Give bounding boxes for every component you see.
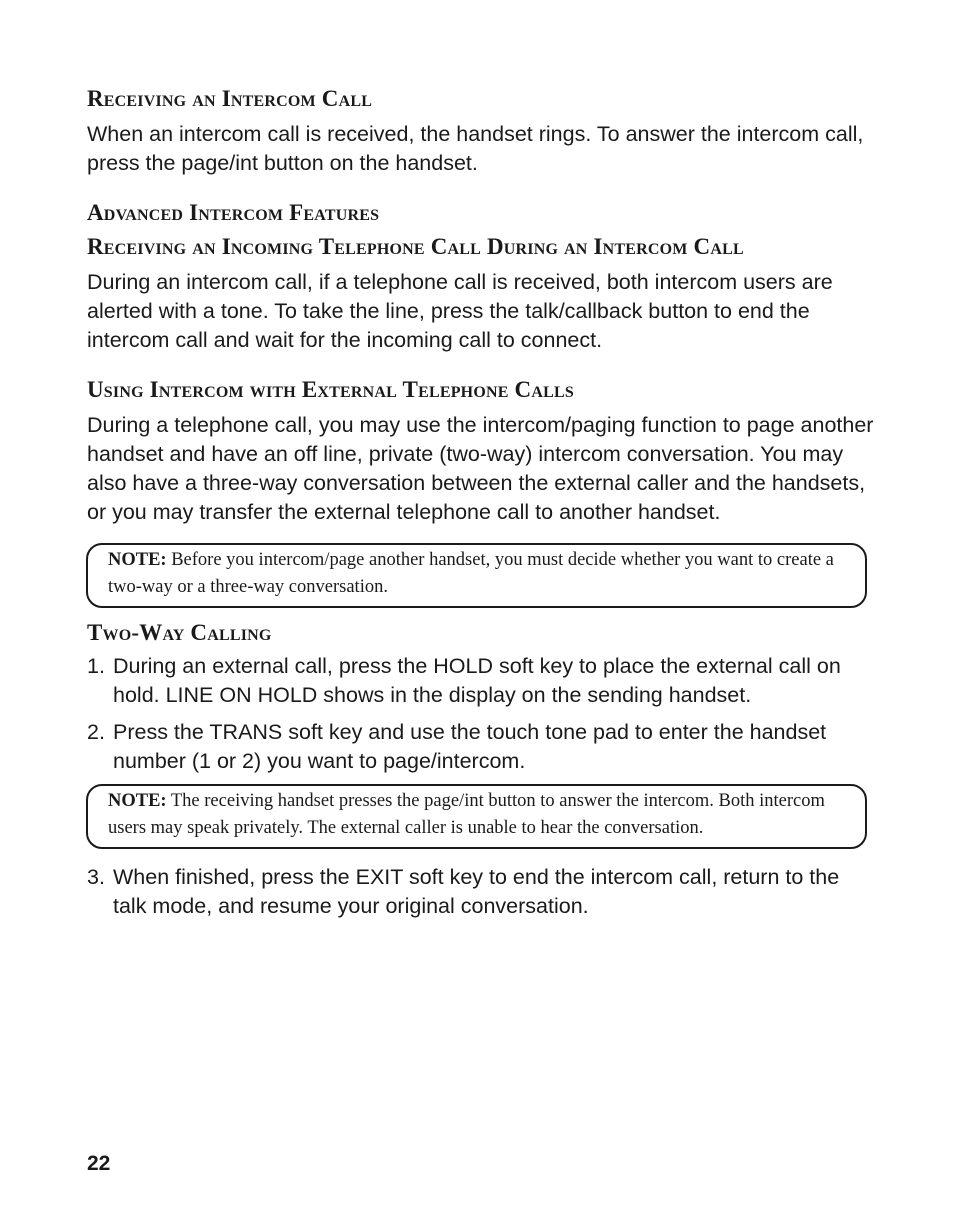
note-label: NOTE:	[108, 550, 167, 570]
note-text: The receiving handset presses the page/int button to answer the intercom. Both intercom users may speak privately. The external caller is unable to hear the conversation.	[108, 791, 825, 838]
step-number: 1.	[87, 654, 105, 678]
paragraph-external-telephone-calls: During a telephone call, you may use the intercom/paging function to page another handset and have an off line, private (two-way) intercom conversation. You may also have a three-way conversation between the external caller and the handsets, or you may transfer the external telephone call to another handset.	[87, 413, 874, 524]
step-item	[87, 718, 877, 776]
heading-receiving-intercom-call: Receiving an Intercom Call	[87, 86, 373, 111]
step-number: 3.	[87, 865, 105, 889]
heading-two-way-calling: Two-Way Calling	[87, 620, 272, 645]
step-text: When finished, press the EXIT soft key to end the intercom call, return to the talk mode, and resume your original conversation.	[113, 865, 840, 918]
paragraph-receiving-intercom-call: When an intercom call is received, the handset rings. To answer the intercom call, press the page/int button on the handset.	[87, 122, 864, 175]
step-text: Press the TRANS soft key and use the touch tone pad to enter the handset number (1 or 2) you want to page/intercom.	[113, 720, 827, 773]
step-text: During an external call, press the HOLD soft key to place the external call on hold. LINE ON HOLD shows in the display on the sending handset.	[113, 654, 841, 707]
step-number: 2.	[87, 720, 105, 744]
note-label: NOTE:	[108, 791, 167, 811]
heading-incoming-call-during-intercom: Receiving an Incoming Telephone Call During an Intercom Call	[87, 234, 744, 259]
note-box-two-or-three-way	[86, 543, 867, 608]
paragraph-incoming-call-during-intercom: During an intercom call, if a telephone call is received, both intercom users are alerted with a tone. To take the line, press the talk/callback button to end the intercom call and wait for the incoming call to connect.	[87, 270, 833, 352]
step-item	[87, 652, 877, 710]
heading-external-telephone-calls: Using Intercom with External Telephone Calls	[87, 377, 574, 402]
note-box-receiving-handset	[86, 784, 867, 849]
steps-list	[87, 652, 877, 776]
step-item	[87, 863, 877, 921]
manual-page	[87, 84, 877, 921]
heading-advanced-intercom-features: Advanced Intercom Features	[87, 200, 380, 225]
page-number: 22	[87, 1152, 111, 1175]
steps-list-continued	[87, 863, 877, 921]
note-text: Before you intercom/page another handset, you must decide whether you want to create a two-way or a three-way conversation.	[108, 550, 834, 597]
